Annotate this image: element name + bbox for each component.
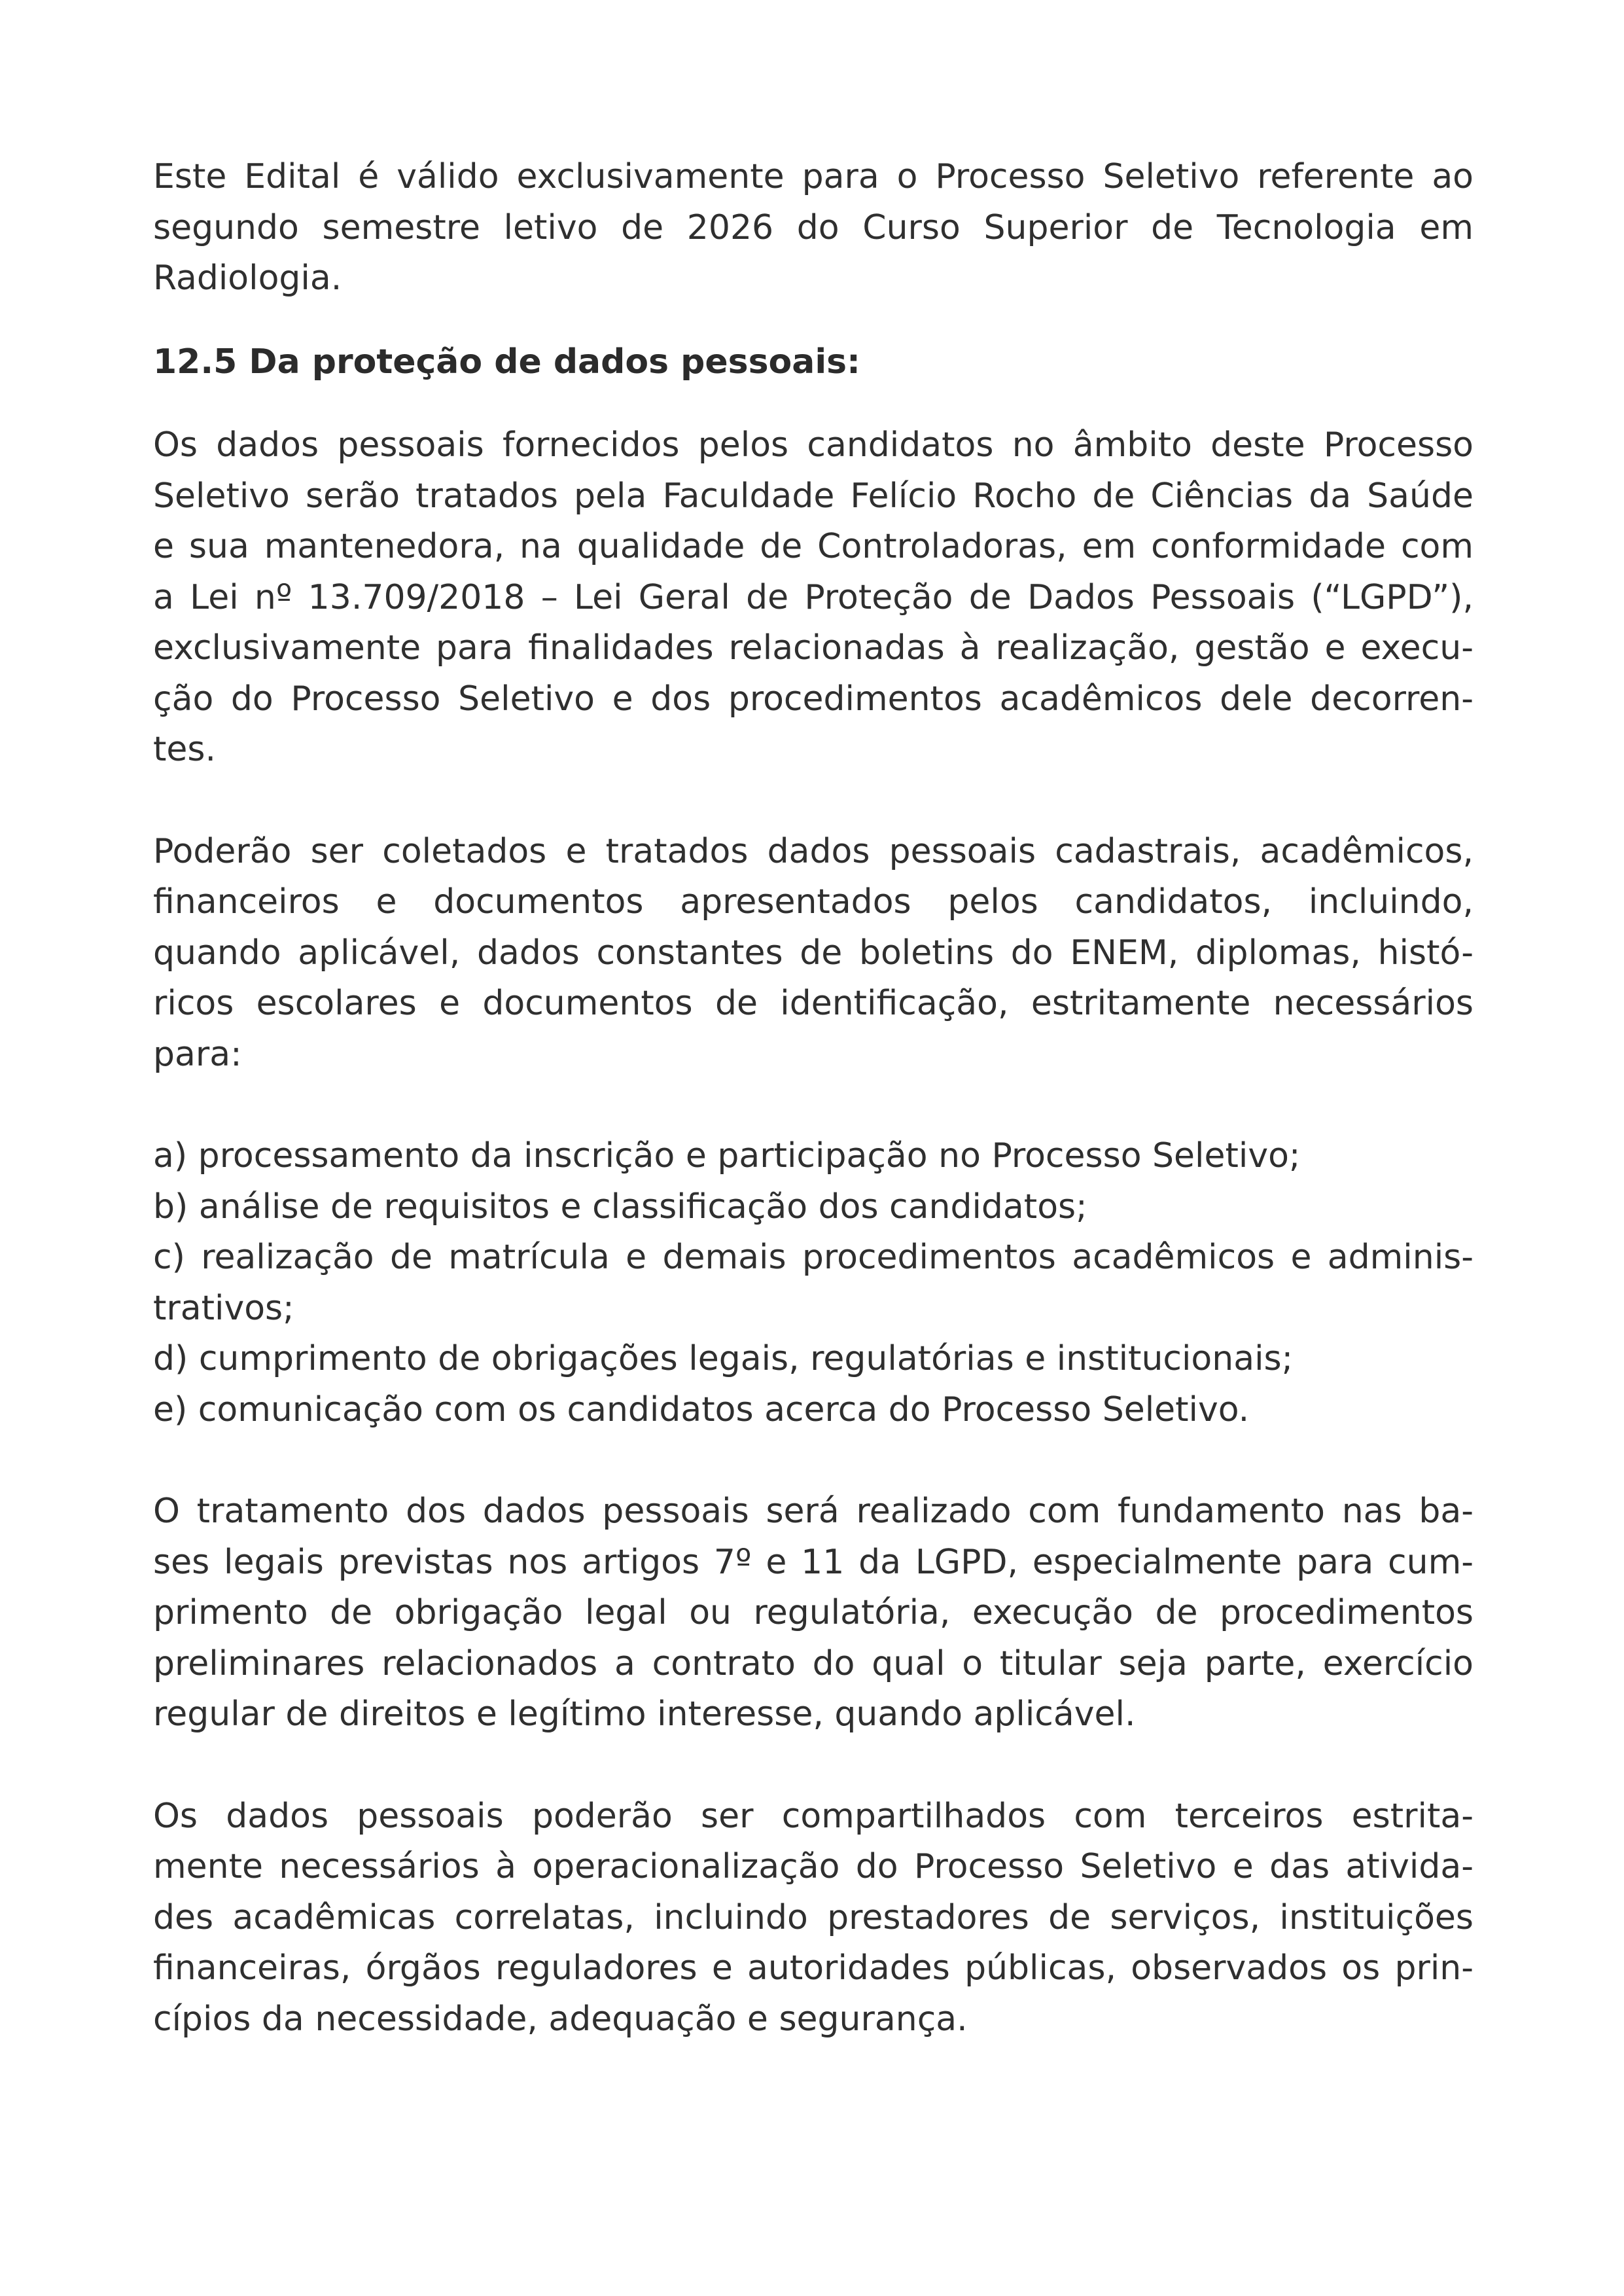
intro-line: Radiologia.: [153, 259, 342, 298]
intro-line: Este Edital é válido exclusivamente para o Processo Seletivo referente ao: [153, 157, 1474, 196]
paragraph-line: Seletivo serão tratados pela Faculdade Felício Rocho de Ciências da Saúde: [153, 476, 1474, 516]
paragraph-legal-bases: [153, 1486, 1474, 1740]
document-body: [153, 152, 1474, 2045]
paragraph-line: mente necessários à operacionalização do Processo Seletivo e das ativida-: [153, 1847, 1474, 1886]
intro-line: segundo semestre letivo de 2026 do Curso Superior de Tecnologia em: [153, 207, 1474, 247]
list-item: e) comunicação com os candidatos acerca do Processo Seletivo.: [153, 1390, 1250, 1429]
paragraph-line: financeiras, órgãos reguladores e autoridades públicas, observados os prin-: [153, 1948, 1474, 1988]
intro-paragraph: [153, 152, 1474, 304]
section-heading-text: 12.5 Da proteção de dados pessoais:: [153, 342, 860, 382]
paragraph-line: para:: [153, 1034, 242, 1074]
paragraph-line: e sua mantenedora, na qualidade de Controladoras, em conformidade com: [153, 527, 1474, 566]
paragraph-line: cípios da necessidade, adequação e segurança.: [153, 1999, 968, 2039]
paragraph-data-collected: [153, 827, 1474, 1081]
paragraph-line: des acadêmicas correlatas, incluindo prestadores de serviços, instituições: [153, 1897, 1474, 1937]
paragraph-line: ricos escolares e documentos de identificação, estritamente necessários: [153, 984, 1474, 1023]
paragraph-line: primento de obrigação legal ou regulatória, execução de procedimentos: [153, 1593, 1474, 1632]
paragraph-line: financeiros e documentos apresentados pelos candidatos, incluindo,: [153, 882, 1474, 922]
purpose-list: [153, 1131, 1474, 1435]
paragraph-data-controllers: [153, 420, 1474, 776]
paragraph-line: O tratamento dos dados pessoais será realizado com fundamento nas ba-: [153, 1492, 1474, 1531]
paragraph-line: Poderão ser coletados e tratados dados pessoais cadastrais, acadêmicos,: [153, 831, 1474, 871]
list-item: b) análise de requisitos e classificação dos candidatos;: [153, 1187, 1087, 1227]
paragraph-line: tes.: [153, 730, 217, 769]
section-heading: [153, 337, 1474, 388]
paragraph-line: preliminares relacionados a contrato do qual o titular seja parte, exercício: [153, 1643, 1474, 1683]
paragraph-line: quando aplicável, dados constantes de boletins do ENEM, diplomas, histó-: [153, 933, 1474, 973]
paragraph-line: exclusivamente para finalidades relacionadas à realização, gestão e execu-: [153, 628, 1474, 668]
paragraph-line: Os dados pessoais fornecidos pelos candidatos no âmbito deste Processo: [153, 425, 1474, 465]
paragraph-line: ses legais previstas nos artigos 7º e 11 da LGPD, especialmente para cum-: [153, 1542, 1474, 1582]
list-item-continuation: trativos;: [153, 1288, 294, 1328]
list-item: d) cumprimento de obrigações legais, regulatórias e institucionais;: [153, 1339, 1294, 1378]
paragraph-data-sharing: [153, 1791, 1474, 2045]
list-item: a) processamento da inscrição e participação no Processo Seletivo;: [153, 1136, 1301, 1175]
paragraph-line: ção do Processo Seletivo e dos procedimentos acadêmicos dele decorren-: [153, 679, 1474, 719]
list-item: c) realização de matrícula e demais procedimentos acadêmicos e adminis-: [153, 1238, 1474, 1277]
paragraph-line: a Lei nº 13.709/2018 – Lei Geral de Proteção de Dados Pessoais (“LGPD”),: [153, 577, 1474, 617]
paragraph-line: Os dados pessoais poderão ser compartilhados com terceiros estrita-: [153, 1796, 1474, 1836]
paragraph-line: regular de direitos e legítimo interesse, quando aplicável.: [153, 1695, 1136, 1734]
